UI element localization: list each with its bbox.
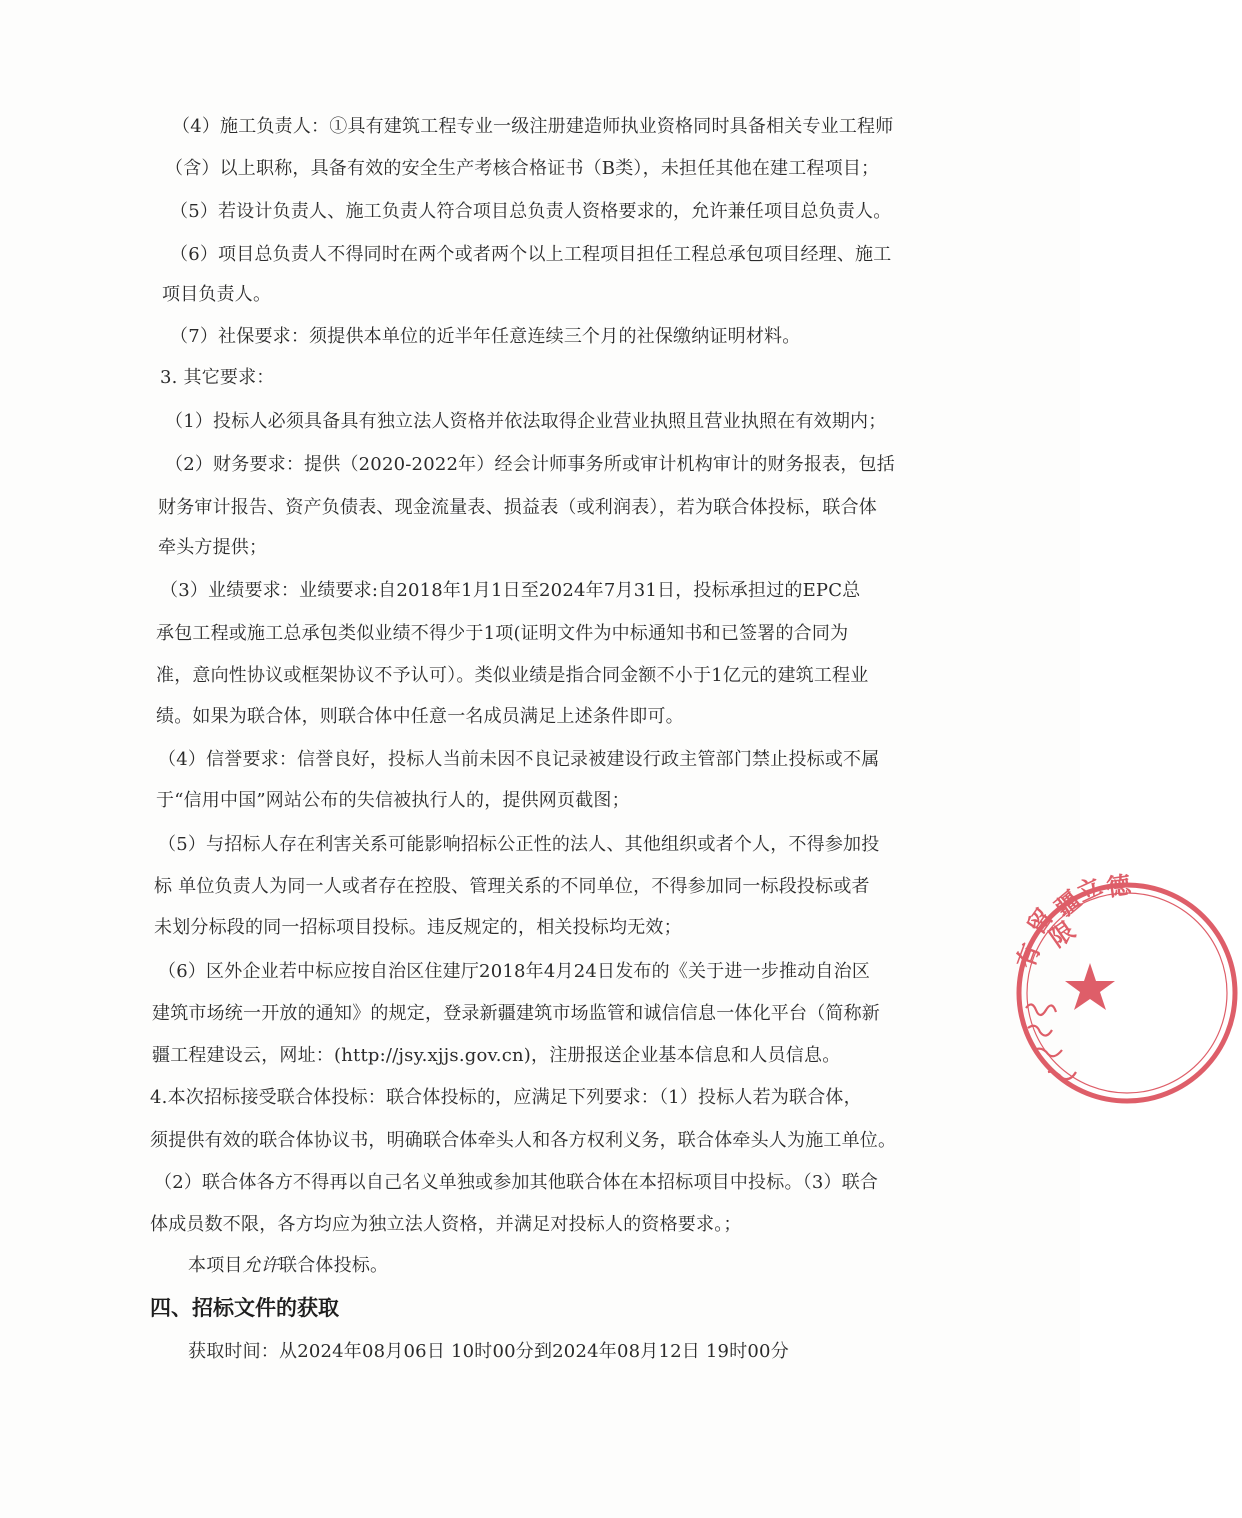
text-line: 准，意向性协议或框架协议不予认可）。类似业绩是指合同金额不小于1亿元的建筑工程业 bbox=[156, 665, 869, 686]
consortium-note-suffix: 联合体投标。 bbox=[279, 1255, 389, 1276]
text-line: 3. 其它要求： bbox=[160, 367, 275, 388]
text-line: 牵头方提供； bbox=[158, 537, 268, 558]
consortium-note-value: 允许 bbox=[242, 1255, 280, 1276]
text-line: （5）与招标人存在利害关系可能影响招标公正性的法人、其他组织或者个人，不得参加投 bbox=[158, 834, 880, 855]
text-line: 建筑市场统一开放的通知》的规定，登录新疆建筑市场监管和诚信信息一体化平台（简称新 bbox=[152, 1003, 880, 1024]
text-line: 绩。如果为联合体，则联合体中任意一名成员满足上述条件即可。 bbox=[156, 706, 684, 727]
text-line: （4）信誉要求：信誉良好，投标人当前未因不良记录被建设行政主管部门禁止投标或不属 bbox=[158, 749, 880, 770]
seal-char: 疆 bbox=[1049, 884, 1087, 923]
consortium-note-prefix: 本项目 bbox=[188, 1255, 243, 1276]
text-line: （6）项目总负责人不得同时在两个或者两个以上工程项目担任工程总承包项目经理、施工 bbox=[170, 244, 892, 265]
text-line: 疆工程建设云，网址：(http://jsy.xjjs.gov.cn)，注册报送企业基本信息和人员信息。 bbox=[152, 1045, 841, 1066]
text-line: （5）若设计负责人、施工负责人符合项目总负责人资格要求的，允许兼任项目总负责人。 bbox=[170, 201, 892, 222]
seal-char: 留 bbox=[1021, 903, 1059, 940]
text-line: （7）社保要求：须提供本单位的近半年任意连续三个月的社保缴纳证明材料。 bbox=[170, 326, 801, 347]
text-line: （3）业绩要求：业绩要求:自2018年1月1日至2024年7月31日，投标承担过的EPC总 bbox=[160, 580, 861, 601]
text-line: 须提供有效的联合体协议书，明确联合体牵头人和各方权利义务，联合体牵头人为施工单位。 bbox=[150, 1130, 897, 1151]
text-line: 于“信用中国”网站公布的失信被执行人的，提供网页截图； bbox=[156, 790, 630, 811]
text-line: （4）施工负责人：①具有建筑工程专业一级注册建造师执业资格同时具备相关专业工程师 bbox=[172, 116, 894, 137]
text-line: （2）财务要求：提供（2020-2022年）经会计师事务所或审计机构审计的财务报表，包括 bbox=[165, 454, 895, 475]
text-line: 承包工程或施工总承包类似业绩不得少于1项(证明文件为中标通知书和已签署的合同为 bbox=[156, 623, 849, 644]
text-line: 4.本次招标接受联合体投标：联合体投标的，应满足下列要求：（1）投标人若为联合体， bbox=[150, 1087, 862, 1108]
text-line: （1）投标人必须具备具有独立法人资格并依法取得企业营业执照且营业执照在有效期内； bbox=[165, 411, 887, 432]
acquisition-time: 获取时间：从2024年08月06日 10时00分到2024年08月12日 19时00分 bbox=[188, 1341, 789, 1362]
text-line: （6）区外企业若中标应按自治区住建厅2018年4月24日发布的《关于进一步推动自治区 bbox=[158, 961, 871, 982]
text-line: 体成员数不限，各方均应为独立法人资格，并满足对投标人的资格要求。； bbox=[150, 1214, 742, 1235]
section-heading: 四、招标文件的获取 bbox=[150, 1296, 339, 1320]
seal-char: 立 bbox=[1072, 871, 1107, 908]
text-line: （2）联合体各方不得再以自己名义单独或参加其他联合体在本招标项目中投标。（3）联合 bbox=[154, 1172, 879, 1193]
text-line: 标 单位负责人为同一人或者存在控股、管理关系的不同单位，不得参加同一标段投标或者 bbox=[154, 876, 870, 897]
text-line: 财务审计报告、资产负债表、现金流量表、损益表（或利润表），若为联合体投标，联合体 bbox=[158, 497, 877, 518]
seal-char: 德 bbox=[1104, 869, 1133, 902]
company-seal bbox=[1010, 869, 1242, 1108]
seal-char: 有 bbox=[1010, 939, 1046, 973]
text-line: 项目负责人。 bbox=[162, 284, 272, 305]
seal-char: 限 bbox=[1043, 915, 1081, 953]
seal-star-icon bbox=[1065, 963, 1115, 1010]
text-line: 未划分标段的同一招标项目投标。违反规定的，相关投标均无效； bbox=[154, 917, 682, 938]
text-line: （含）以上职称，具备有效的安全生产考核合格证书（B类），未担任其他在建工程项目； bbox=[165, 158, 880, 179]
consortium-note bbox=[188, 1254, 388, 1278]
